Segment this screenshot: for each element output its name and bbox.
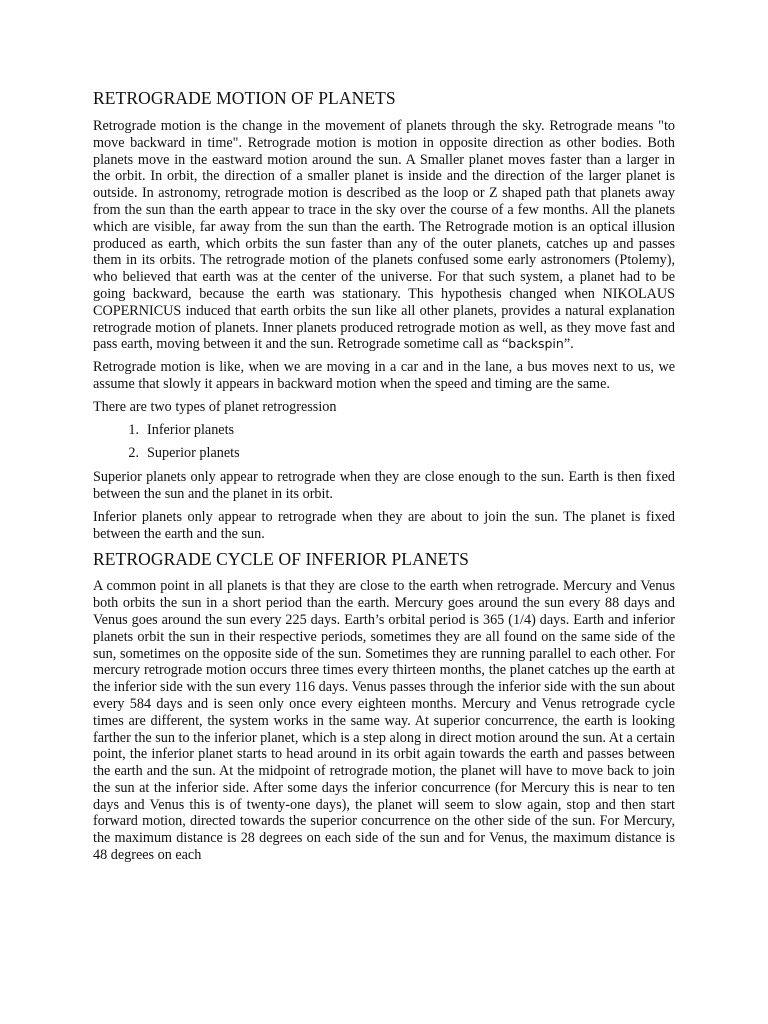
paragraph-superior-planets: Superior planets only appear to retrograde when they are close enough to the sun. Earth is then fixed between the sun and the planet in its orbit. xyxy=(93,469,675,502)
paragraph-types-intro: There are two types of planet retrogression xyxy=(93,398,337,415)
list-item-number: 2. xyxy=(128,445,139,462)
document-body xyxy=(93,87,675,864)
section-heading-retrograde-motion: RETROGRADE MOTION OF PLANETS xyxy=(93,88,396,108)
list-item-text: Inferior planets xyxy=(147,421,235,438)
paragraph-intro xyxy=(93,118,675,353)
planet-types-list xyxy=(93,422,675,463)
list-item-number: 1. xyxy=(128,421,139,438)
section-heading-inferior-cycle: RETROGRADE CYCLE OF INFERIOR PLANETS xyxy=(93,549,469,570)
quote-close: ”. xyxy=(563,336,574,353)
list-item-text: Superior planets xyxy=(147,445,240,462)
paragraph-car-analogy: Retrograde motion is like, when we are moving in a car and in the lane, a bus moves next to us, we assume that slowly it appears in backward motion when the speed and timing are the same. xyxy=(93,359,675,392)
backspin-word: backspin xyxy=(508,336,564,352)
list-item xyxy=(93,422,675,439)
quote-open: “ xyxy=(501,336,509,353)
paragraph-inferior-cycle: A common point in all planets is that they are close to the earth when retrograde. Mercury and Venus both orbits the sun in a short period than the earth. Mercury goes around the sun every 88 days and Venus goes around the sun every 225 days. Earth’s orbital period is 365 (1/4) days. Earth and inferior planets orbit the sun in their respective periods, sometimes they are all found on the same side of the sun, sometimes on the opposite side of the sun. Sometimes they are running parallel to each other. For mercury retrograde motion occurs three times every thirteen months, the planet catches up the earth at the inferior side with the sun every 116 days. Venus passes through the inferior side with the sun about every 584 days and is seen only once every eighteen months. Mercury and Venus retrograde cycle times are different, the system works in the same way. At superior concurrence, the earth is looking farther the sun to the inferior planet, which is a step along in direct motion around the sun. At a certain point, the inferior planet starts to head around in its orbit again towards the earth and passes between the earth and the sun. At the midpoint of retrograde motion, the planet will have to move back to join the sun at the inferior side. After some days the inferior concurrence (for Mercury this is near to ten days and Venus this is of twenty-one days), the planet will seem to slow again, stop and then start forward motion, directed towards the superior concurrence on the other side of the sun. For Mercury, the maximum distance is 28 degrees on each side of the sun and for Venus, the maximum distance is 48 degrees on each xyxy=(93,578,675,864)
paragraph-intro-text: Retrograde motion is the change in the movement of planets through the sky. Retrograde means "to move backward in time". Retrograde motion is motion in opposite direction as other bodies. Both planets move in the eastward motion around the sun. A Smaller planet moves faster than a larger in the orbit. In orbit, the direction of a smaller planet is inside and the direction of the larger planet is outside. In astronomy, retrograde motion is described as the loop or Z shaped path that planets away from the sun than the earth appear to trace in the sky over the course of a few months. All the planets which are visible, far away from the sun than the earth. The Retrograde motion is an optical illusion produced as earth, which orbits the sun faster than any of the outer planets, catches up and passes them in its orbits. The retrograde motion of the planets confused some early astronomers (Ptolemy), who believed that earth was at the center of the universe. For that such system, a planet had to be going backward, because the earth was stationary. This hypothesis changed when NIKOLAUS COPERNICUS induced that earth orbits the sun like all other planets, provides a natural explanation retrograde motion of planets. Inner planets produced retrograde motion as well, as they move fast and pass earth, moving between it and the sun. Retrograde sometime call as xyxy=(93,118,675,353)
paragraph-inferior-planets: Inferior planets only appear to retrograde when they are about to join the sun. The planet is fixed between the earth and the sun. xyxy=(93,508,675,542)
list-item xyxy=(93,445,675,462)
